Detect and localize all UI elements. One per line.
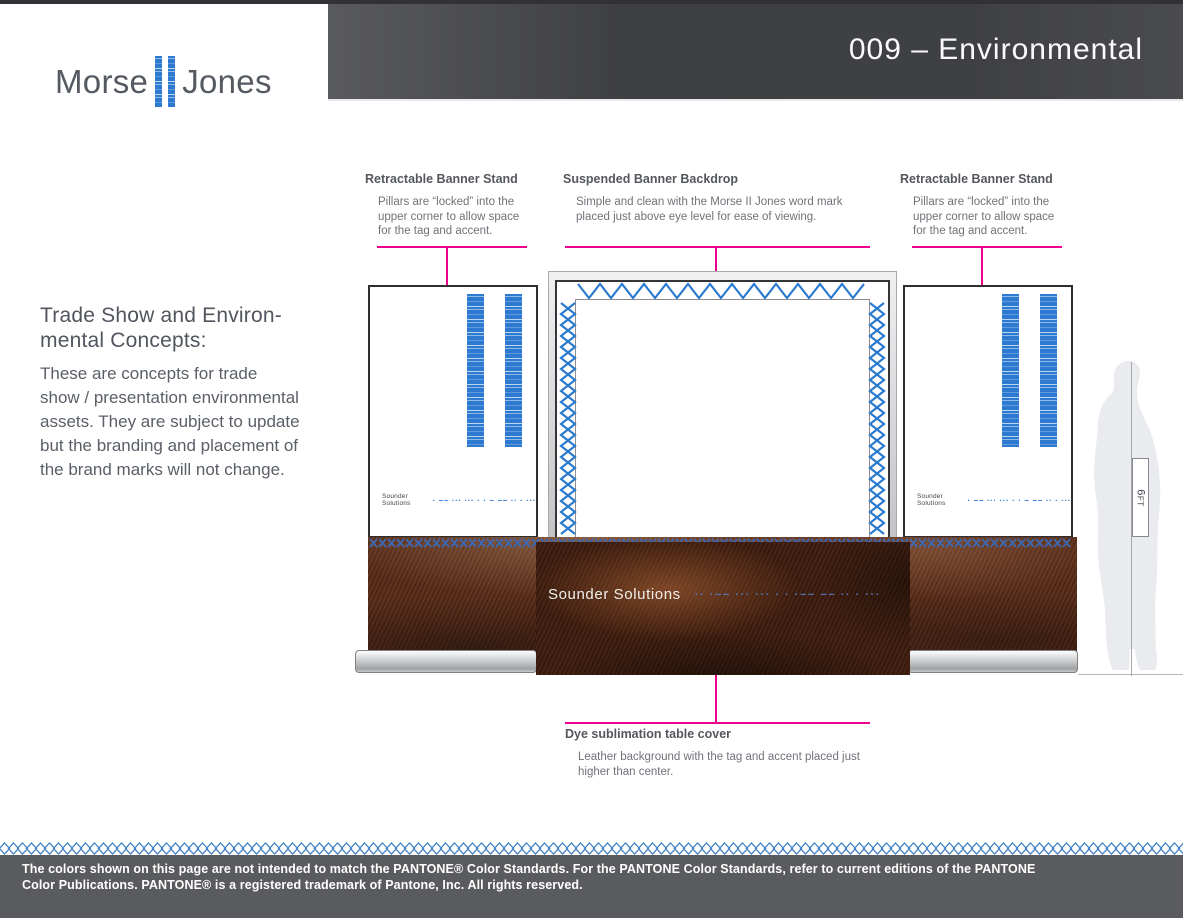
cover-tagline: Sounder Solutions ·· ·−− ··· ··· · · ·−− −− ·· · ··· <box>548 586 881 603</box>
logo-word-jones: Jones <box>182 62 272 100</box>
pantone-disclaimer: The colors shown on this page are not intended to match the PANTONE® Color Standards. For the PANTONE Color Standards, refer to current editions of the PANTONE Color Publications. PANTONE® is a registered trademark of Pantone, Inc. All rights reserved. <box>22 862 1036 892</box>
callout-line-left <box>377 246 527 248</box>
diamond-chain-border <box>0 842 1183 855</box>
barcode-pillar-icon <box>467 294 484 447</box>
annotation-title-center: Suspended Banner Backdrop <box>563 172 739 186</box>
footer-bar <box>0 855 1183 918</box>
barcode-pillar-icon <box>1040 294 1057 447</box>
barcode-pillar-icon <box>1002 294 1019 447</box>
height-marker: 6FT <box>1132 458 1149 537</box>
annotation-body-left: Pillars are “locked” into the upper corner to allow space for the tag and accent. <box>378 196 520 237</box>
stand-base-left <box>355 650 537 673</box>
stand-tagline: Sounder Solutions · −− ··· ··· · · − −− ·· · ··· <box>917 493 1071 507</box>
annotation-body-bottom: Leather background with the tag and accent placed just higher than center. <box>578 751 860 778</box>
barcode-pillar-icon <box>505 294 522 447</box>
annotation-body-center: Simple and clean with the Morse II Jones word mark placed just above eye level for ease of viewing. <box>576 196 843 223</box>
callout-tick-left <box>446 246 448 286</box>
callout-line-right <box>912 246 1062 248</box>
stand-base-right <box>908 650 1078 673</box>
annotation-title-right: Retractable Banner Stand <box>900 172 1053 186</box>
callout-tick-right <box>981 246 983 286</box>
morse-code-accent: ·· ·−− ··· ··· · · ·−− −− ·· · ··· <box>694 588 881 601</box>
header-underline <box>328 99 1183 101</box>
annotation-title-bottom: Dye sublimation table cover <box>565 727 732 741</box>
logo-barcode-bars-icon <box>155 56 175 107</box>
annotation-body-right: Pillars are “locked” into the upper corner to allow space for the tag and accent. <box>913 196 1055 237</box>
suspended-banner-backdrop <box>548 271 897 546</box>
morse-code-accent: · −− ··· ··· · · − −− ·· · ··· <box>967 495 1071 505</box>
callout-tick-bottom <box>715 675 717 722</box>
annotation-title-left: Retractable Banner Stand <box>365 172 518 186</box>
dye-sublimation-table-cover <box>536 542 910 675</box>
morse-code-accent: · −− ··· ··· · · − −− ·· · ··· <box>432 495 536 505</box>
retractable-banner-stand-left <box>368 285 538 538</box>
barcode-bar-icon <box>155 56 162 107</box>
backdrop-truss-frame <box>548 271 897 546</box>
logo-word-morse: Morse <box>55 62 149 100</box>
retractable-banner-stand-right <box>903 285 1073 538</box>
intro-heading: Trade Show and Environ- mental Concepts: <box>40 304 282 352</box>
callout-line-bottom <box>565 722 870 724</box>
intro-body: These are concepts for trade show / presentation environmental assets. They are subject to update but the branding and placement of the brand marks will not change. <box>40 364 300 479</box>
intro-text-block <box>40 303 350 482</box>
page-title: 009 – Environmental <box>848 33 1143 66</box>
callout-line-center <box>565 246 870 248</box>
morse-jones-logo <box>55 56 272 107</box>
top-accent-strip <box>0 0 1183 4</box>
barcode-bar-icon <box>168 56 175 107</box>
stand-tagline: Sounder Solutions · −− ··· ··· · · − −− ·· · ··· <box>382 493 536 507</box>
